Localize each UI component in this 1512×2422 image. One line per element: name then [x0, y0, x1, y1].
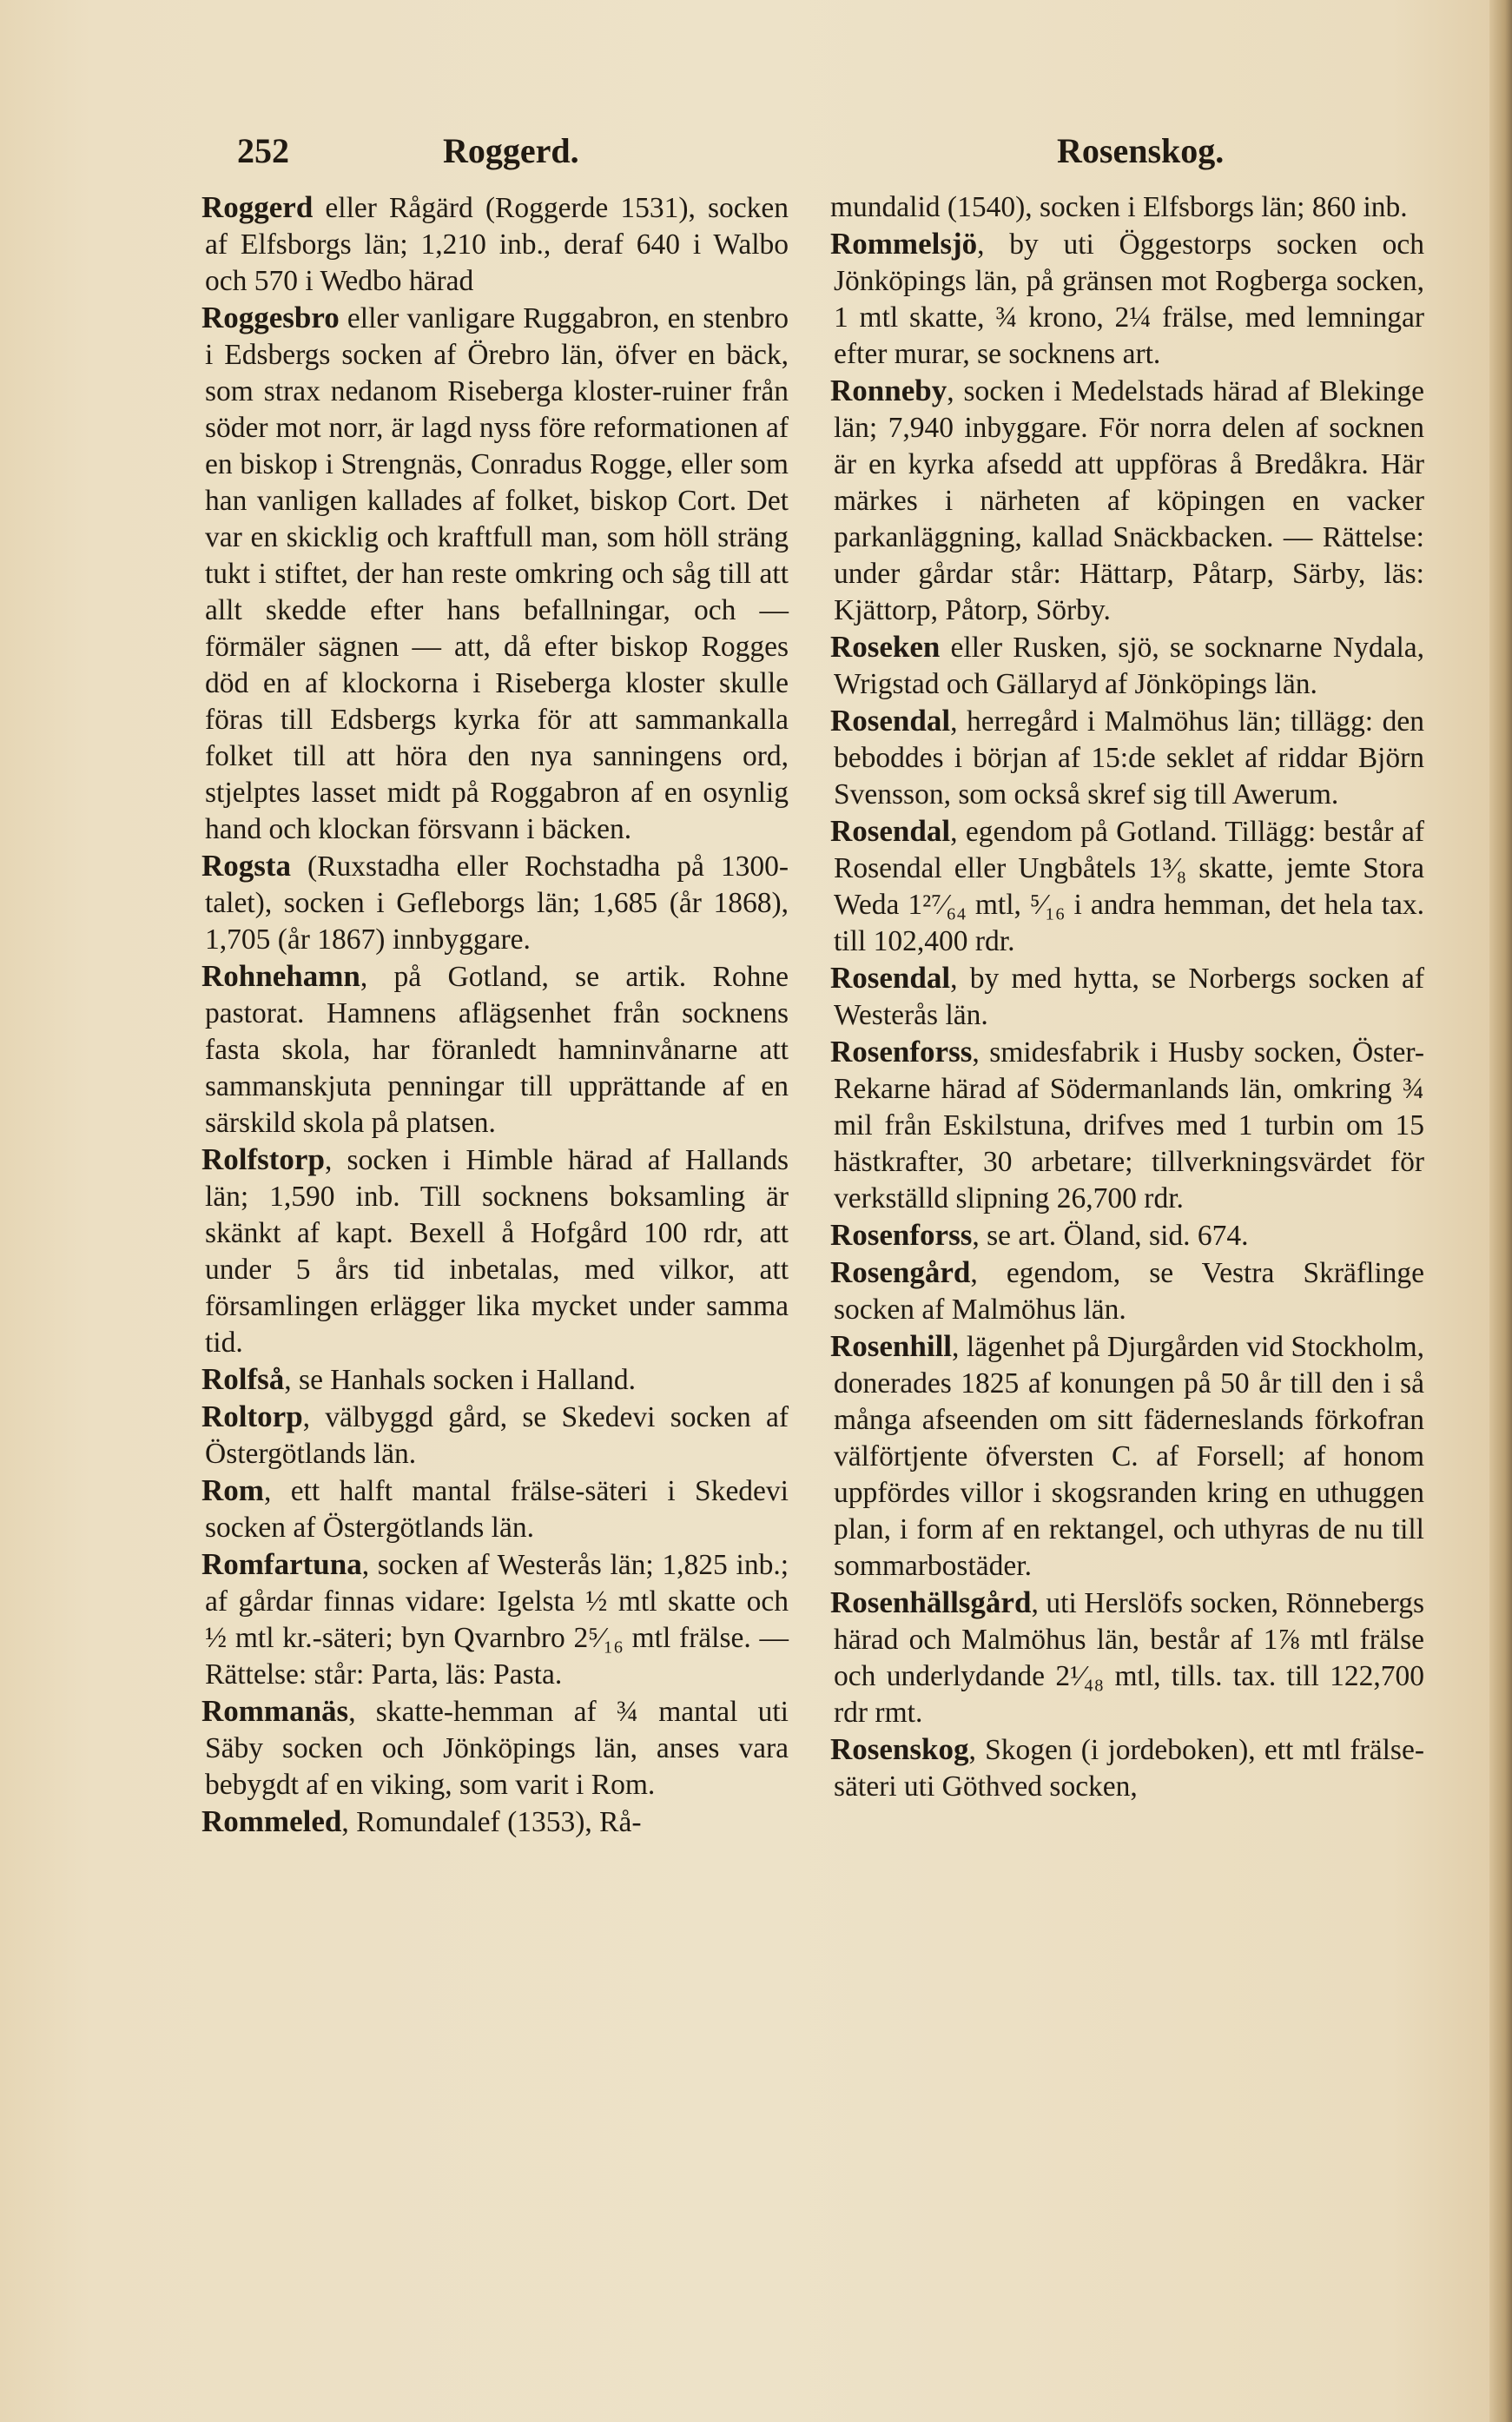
entry-text: , socken af Westerås län; 1,825 inb.; af gårdar finnas vidare: Igelsta ½ mtl skatte och ½ mtl kr.-säteri; byn Qvarnbro 2⁵⁄₁₆ mtl frälse. — Rättelse: står: Parta, läs: Pasta.	[205, 1549, 789, 1691]
entry-term: Roseken	[830, 630, 941, 664]
dictionary-entry	[201, 848, 789, 958]
entry-text: , på Gotland, se artik. Rohne pastorat. Hamnens aflägsenhet från socknens fasta skola, har föranledt hamninvånarne att sammanskjuta penningar till upprättande af en särskild skola på platsen.	[205, 961, 789, 1139]
entry-term: Rommanäs	[201, 1694, 349, 1728]
entry-term: Rosendal	[830, 814, 951, 848]
dictionary-entry	[830, 629, 1424, 703]
entry-text: , socken i Medelstads härad af Blekinge län; 7,940 inbyggare. För norra delen af socknen är en kyrka afsedd att uppföras å Bredåkra. Här märkes i närheten af köpingen en vacker parkanläggning, kallad Snäckbacken. — Rättelse: under gårdar står: Hättarp, Påtarp, Särby, läs: Kjättorp, Påtorp, Sörby.	[834, 375, 1424, 626]
entry-text: , socken i Himble härad af Hallands län; 1,590 inb. Till socknens boksamling är skänkt af kapt. Bexell å Hofgård 100 rdr, att under 5 års tid inbetalas, med vilkor, att församlingen erlägger lika mycket under samma tid.	[205, 1144, 789, 1359]
entry-text: , ett halft mantal frälse-säteri i Skedevi socken af Östergötlands län.	[205, 1475, 789, 1544]
dictionary-entry	[830, 1585, 1424, 1731]
page-edge	[1489, 0, 1512, 2422]
entry-text: , uti Herslöfs socken, Rönnebergs härad och Malmöhus län, består af 1⅞ mtl frälse och underlydande 2¹⁄₄₈ mtl, tills. tax. till 122,700 rdr rmt.	[834, 1587, 1424, 1729]
dictionary-entry	[201, 189, 789, 300]
dictionary-entry	[830, 960, 1424, 1034]
entry-term: Rolfså	[201, 1362, 285, 1396]
dictionary-entry	[830, 373, 1424, 629]
dictionary-entry	[830, 703, 1424, 813]
entry-text: , lägenhet på Djurgården vid Stockholm, donerades 1825 af konungen på 50 år till den i så många afseenden om sitt fäderneslands förkofran välförtjente öfversten C. af Forsell; af honom uppfördes villor i skogsranden kring en uthuggen plan, i form af en rektangel, och uthyras de nu till sommarbostäder.	[834, 1331, 1424, 1582]
entry-text: , by med hytta, se Norbergs socken af Westerås län.	[834, 963, 1424, 1031]
entry-term: Rosendal	[830, 704, 951, 738]
entry-text: , herregård i Malmöhus län; tillägg: den beboddes i början af 15:de seklet af riddar Björn Svensson, som också skref sig till Awerum.	[834, 705, 1424, 811]
entry-text: , egendom på Gotland. Tillägg: består af Rosendal eller Ungbåtels 1³⁄₈ skatte, jemte Stora Weda 1²⁷⁄₆₄ mtl, ⁵⁄₁₆ i andra hemman, det hela tax. till 102,400 rdr.	[834, 816, 1424, 957]
right-running-head: Rosenskog.	[1057, 131, 1225, 170]
left-column	[201, 189, 789, 1841]
entry-term: Rommelsjö	[830, 227, 978, 261]
entry-term: Rosenhill	[830, 1329, 953, 1363]
entry-term: Roggesbro	[201, 301, 340, 334]
page-number: 252	[237, 131, 289, 170]
entry-text: , se art. Öland, sid. 674.	[972, 1220, 1249, 1252]
entry-text: , se Hanhals socken i Halland.	[284, 1364, 636, 1396]
dictionary-entry	[201, 1399, 789, 1472]
running-header	[0, 130, 1512, 182]
dictionary-entry	[201, 1803, 789, 1841]
entry-text: , skatte-hemman af ¾ mantal uti Säby socken och Jönköpings län, anses vara bebygdt af en viking, som varit i Rom.	[205, 1696, 789, 1801]
entry-term: Romfartuna	[201, 1547, 362, 1581]
entry-term: Rolfstorp	[201, 1142, 325, 1176]
entry-text: (Ruxstadha eller Rochstadha på 1300-talet), socken i Gefleborgs län; 1,685 (år 1868), 1,705 (år 1867) innbyggare.	[205, 850, 789, 956]
dictionary-entry	[830, 1731, 1424, 1805]
entry-term: Rom	[201, 1473, 264, 1507]
dictionary-entry	[830, 1328, 1424, 1585]
entry-term: Roltorp	[201, 1400, 303, 1433]
dictionary-entry	[830, 813, 1424, 960]
entry-text: , smidesfabrik i Husby socken, Öster-Rekarne härad af Södermanlands län, omkring ¾ mil från Eskilstuna, drifves med 1 turbin om 15 hästkrafter, 30 arbetare; tillverkningsvärdet för verkställd slipning 26,700 rdr.	[834, 1036, 1424, 1214]
entry-text: , egendom, se Vestra Skräflinge socken af Malmöhus län.	[834, 1257, 1424, 1326]
dictionary-entry	[201, 1361, 789, 1399]
entry-text: , Skogen (i jordeboken), ett mtl frälse-säteri uti Göthved socken,	[834, 1734, 1424, 1803]
entry-term: Rosenskog	[830, 1732, 969, 1766]
dictionary-entry	[830, 1217, 1424, 1254]
entry-term: Rommeled	[201, 1804, 342, 1838]
entry-text: eller Rågärd (Roggerde 1531), socken af Elfsborgs län; 1,210 inb., deraf 640 i Walbo och 570 i Wedbo härad	[205, 192, 789, 297]
dictionary-entry	[830, 1034, 1424, 1217]
right-column	[830, 189, 1424, 1805]
entry-term: Rosenforss	[830, 1218, 973, 1252]
dictionary-entry	[830, 226, 1424, 373]
dictionary-entry	[201, 1693, 789, 1803]
entry-text: eller Rusken, sjö, se socknarne Nydala, Wrigstad och Gällaryd af Jönköpings län.	[834, 632, 1424, 700]
entry-term: Ronneby	[830, 374, 947, 407]
entry-text: mundalid (1540), socken i Elfsborgs län; 860 inb.	[830, 191, 1408, 223]
entry-text: eller vanligare Ruggabron, en stenbro i Edsbergs socken af Örebro län, öfver en bäck, som strax nedanom Riseberga kloster-ruiner från söder mot norr, är lagd nyss före reformationen af en biskop i Strengnäs, Conradus Rogge, eller som han vanligen kallades af folket, biskop Cort. Det var en skicklig och kraftfull man, som höll sträng tukt i stiftet, der han reste omkring och såg till att allt skedde efter hans befallningar, och — förmäler sägnen — att, då efter biskop Rogges död en af klockorna i Riseberga kloster skulle föras till Edsbergs kyrka för att sammankalla folket till att höra den nya sanningens ord, stjelptes lasset midt på Roggabron af en osynlig hand och klockan försvann i bäcken.	[205, 302, 789, 845]
entry-text: , Romundalef (1353), Rå-	[341, 1806, 642, 1838]
dictionary-entry	[201, 958, 789, 1142]
entry-term: Rosendal	[830, 961, 951, 995]
dictionary-entry	[830, 1254, 1424, 1328]
entry-text: , by uti Öggestorps socken och Jönköpings län, på gränsen mot Rogberga socken, 1 mtl skatte, ¾ krono, 2¼ frälse, med lemningar efter murar, se socknens art.	[834, 228, 1424, 370]
entry-term: Rosenhällsgård	[830, 1585, 1032, 1619]
entry-term: Rosengård	[830, 1255, 971, 1289]
left-running-head: Roggerd.	[443, 131, 579, 170]
dictionary-entry	[201, 1546, 789, 1693]
dictionary-entry	[830, 189, 1424, 226]
entry-term: Rohnehamn	[201, 959, 360, 993]
dictionary-entry	[201, 1142, 789, 1361]
entry-term: Rosenforss	[830, 1035, 973, 1069]
entry-term: Rogsta	[201, 849, 292, 883]
dictionary-entry	[201, 1472, 789, 1546]
entry-term: Roggerd	[201, 190, 314, 224]
entry-text: , välbyggd gård, se Skedevi socken af Östergötlands län.	[205, 1401, 789, 1470]
dictionary-entry	[201, 300, 789, 848]
